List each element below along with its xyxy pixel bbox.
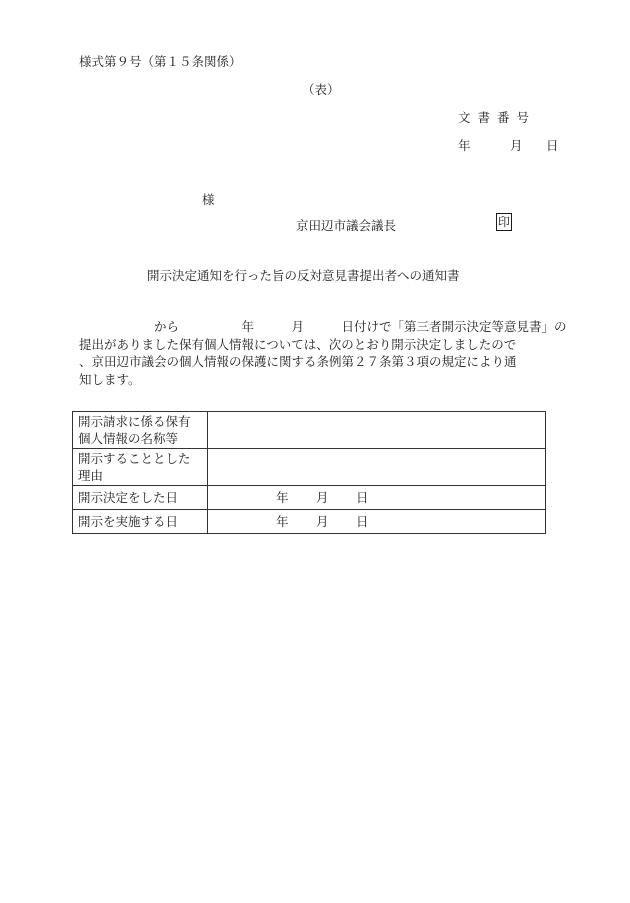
- side-label: （表）: [302, 82, 340, 97]
- date-month: 月: [316, 490, 329, 505]
- date-day: 日: [356, 514, 369, 529]
- sender-name: 京田辺市議会議長: [296, 218, 397, 233]
- date-month: 月: [316, 514, 329, 529]
- body-line: から 年 月 日付けで「第三者開示決定等意見書」の: [79, 319, 567, 334]
- row-label-line: 個人情報の名称等: [78, 431, 179, 446]
- row-label-line: 開示請求に係る保有: [78, 414, 191, 429]
- table-row: [73, 510, 546, 534]
- body-line: 提出がありました保有個人情報については、次のとおり開示決定しましたので: [79, 336, 517, 352]
- row-date-value: [208, 510, 546, 534]
- row-date-value: [208, 486, 546, 510]
- table-row: [73, 449, 546, 486]
- issue-date: [458, 136, 559, 154]
- row-label: [73, 412, 208, 449]
- date-day: 日: [356, 490, 369, 505]
- form-number: 様式第９号（第１５条関係）: [79, 54, 242, 69]
- row-label-line: 理由: [78, 468, 104, 483]
- table-row: [73, 486, 546, 510]
- row-label: 開示を実施する日: [73, 510, 208, 534]
- date-year: 年: [276, 490, 289, 505]
- row-value: [208, 412, 546, 449]
- row-label: [73, 449, 208, 486]
- issue-date-month: 月: [510, 138, 523, 153]
- document-title: 開示決定通知を行った旨の反対意見書提出者への通知書: [147, 268, 460, 283]
- info-table: [72, 411, 546, 534]
- body-line: 、京田辺市議会の個人情報の保護に関する条例第２７条第３項の規定により通: [79, 354, 517, 369]
- recipient-honorific: 様: [202, 192, 215, 207]
- issue-date-day: 日: [546, 138, 559, 153]
- row-label-line: 開示することとした: [78, 451, 191, 466]
- seal-mark: 印: [498, 215, 511, 229]
- body-line: 知します。: [79, 371, 141, 387]
- table-row: [73, 412, 546, 449]
- date-year: 年: [276, 514, 289, 529]
- issue-date-year: 年: [458, 138, 471, 153]
- document-number-label: 文書番号: [458, 110, 537, 125]
- body-paragraph: [79, 318, 567, 388]
- row-label: 開示決定をした日: [73, 486, 208, 510]
- row-value: [208, 449, 546, 486]
